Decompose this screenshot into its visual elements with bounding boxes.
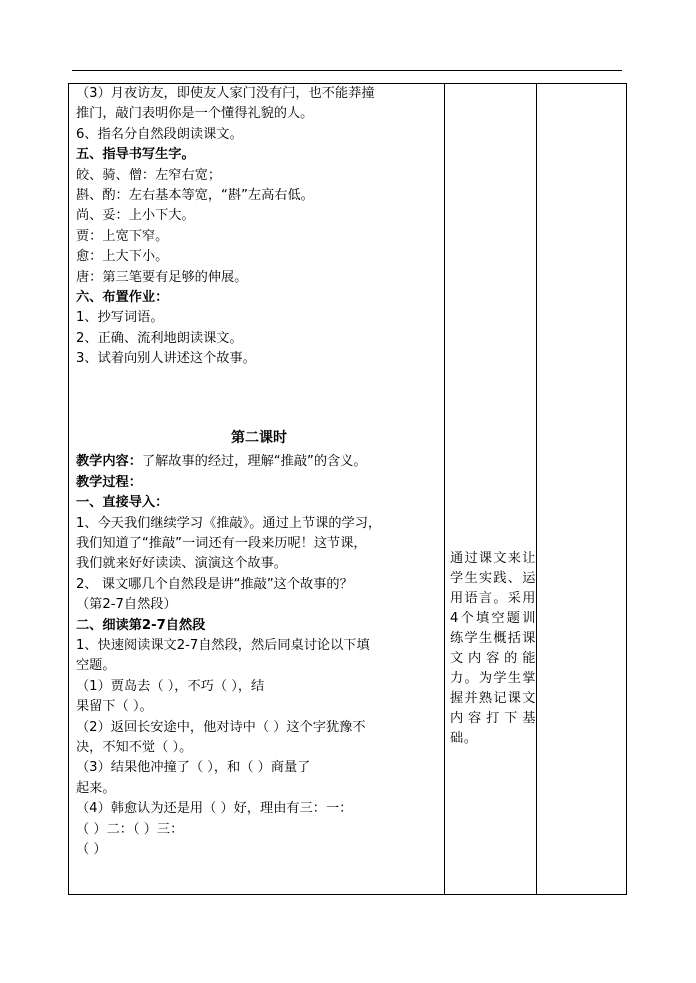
- reading-line: （1）贾岛去（ ），不巧（ ），结: [76, 678, 265, 694]
- intro-line: 2、 课文哪几个自然段是讲“推敲”这个故事的？: [76, 576, 353, 592]
- homework-item: 3、试着向别人讲述这个故事。: [76, 351, 256, 367]
- teaching-content-column: [76, 84, 442, 860]
- reading-line: 起来。: [76, 780, 116, 796]
- process-label: 教学过程：: [76, 474, 142, 490]
- reading-line: （4）韩愈认为还是用（ ）好，理由有三：一：: [76, 801, 353, 817]
- text-line: （3）月夜访友，即使友人家门没有闩，也不能莽撞: [76, 86, 375, 101]
- content-text: 了解故事的经过，理解“推敲”的含义。: [141, 454, 367, 470]
- header-rule: [72, 70, 622, 71]
- content-label: 教学内容：: [76, 454, 142, 470]
- reading-line: （ ）二：（ ）三：: [76, 821, 184, 837]
- char-note: 愈：上大下小。: [76, 249, 169, 265]
- char-note: 贾：上宽下窄。: [76, 228, 169, 244]
- reading-line: 1、快速阅读课文2-7自然段，然后同桌讨论以下填: [76, 637, 370, 653]
- intro-line: 我们知道了“推敲”一词还有一段来历呢！这节课，: [76, 536, 367, 552]
- char-note: 斟、酌：左右基本等宽，“斟”左高右低。: [76, 187, 314, 203]
- section-heading-5: 五、指导书写生字。: [76, 147, 195, 163]
- spacer: [76, 369, 442, 424]
- homework-item: 1、抄写词语。: [76, 310, 164, 326]
- homework-item: 2、正确、流利地朗读课文。: [76, 330, 243, 346]
- lesson2-title: 第二课时: [231, 430, 287, 447]
- reading-line: 果留下（ ）。: [76, 699, 153, 715]
- column-divider-2: [536, 84, 537, 894]
- intro-line: （第2-7自然段）: [76, 597, 177, 613]
- intro-line: 我们就来好好读读、演演这个故事。: [76, 556, 287, 572]
- text-line: 6、指名分自然段朗读课文。: [76, 126, 243, 142]
- char-note: 唐：第三笔要有足够的伸展。: [76, 269, 248, 285]
- section-heading-6: 六、布置作业：: [76, 289, 169, 305]
- reading-line: （3）结果他冲撞了（ ），和（ ）商量了: [76, 760, 311, 776]
- section-heading-2: 二、细读第2-7自然段: [76, 617, 206, 633]
- column-divider-1: [444, 84, 445, 894]
- intro-line: 1、今天我们继续学习《推敲》。通过上节课的学习，: [76, 515, 382, 531]
- text-line: 推门，敲门表明你是一个懂得礼貌的人。: [76, 106, 314, 122]
- reading-line: （2）返回长安途中，他对诗中（ ）这个字犹豫不: [76, 719, 366, 735]
- teaching-content-line: [76, 452, 442, 472]
- char-note: 尚、妥：上小下大。: [76, 208, 195, 224]
- section-heading-1: 一、直接导入：: [76, 495, 169, 511]
- reading-line: 空题。: [76, 658, 116, 674]
- reading-line: （ ）: [76, 841, 107, 857]
- char-note: 皎、骑、僧：左窄右宽；: [76, 167, 222, 183]
- design-intent-note: 通过课文来让学生实践、运用语言。采用4个填空题训练学生概括课文内容的能力。为学生掌握并熟记课文内容打下基础。: [450, 551, 536, 746]
- lesson-table: [68, 83, 627, 895]
- reading-line: 决，不知不觉（ ）。: [76, 739, 193, 755]
